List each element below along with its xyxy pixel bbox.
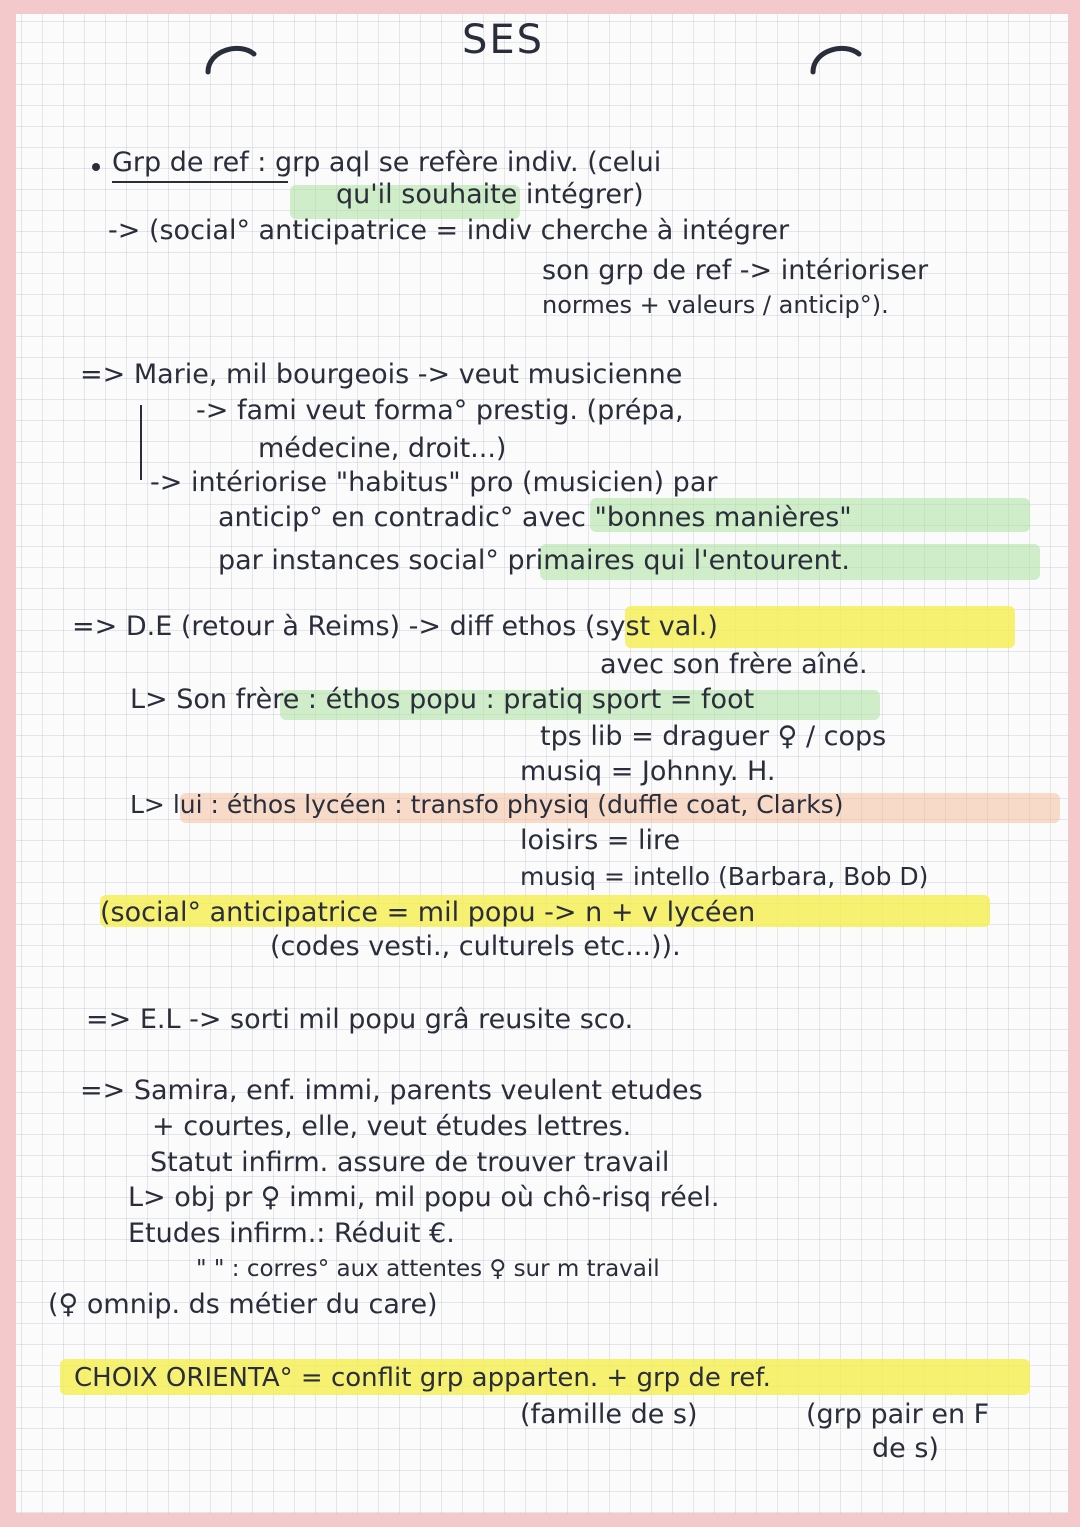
note-line: par instances social° primaires qui l'entourent.	[218, 545, 850, 576]
note-line: => Samira, enf. immi, parents veulent etudes	[80, 1075, 703, 1106]
note-line: Grp de ref : grp aql se refère indiv. (celui	[112, 147, 662, 178]
note-line: anticip° en contradic° avec "bonnes manières"	[218, 502, 852, 533]
note-line: -> intériorise "habitus" pro (musicien) par	[150, 467, 718, 498]
note-line: L> obj pr ♀ immi, mil popu où chô-risq réel.	[128, 1182, 720, 1213]
note-line: Statut infirm. assure de trouver travail	[150, 1147, 670, 1178]
note-line: L> Son frère : éthos popu : pratiq sport = foot	[130, 684, 755, 715]
note-line: + courtes, elle, veut études lettres.	[152, 1111, 632, 1142]
page-title: SES	[462, 17, 545, 63]
note-line: -> (social° anticipatrice = indiv cherche à intégrer	[108, 215, 790, 246]
note-line: L> lui : éthos lycéen : transfo physiq (duffle coat, Clarks)	[130, 790, 844, 819]
note-line: (social° anticipatrice = mil popu -> n + v lycéen	[100, 897, 756, 928]
note-line: (♀ omnip. ds métier du care)	[48, 1289, 438, 1320]
note-line: (grp pair en F	[806, 1399, 990, 1430]
note-line: normes + valeurs / anticip°).	[542, 291, 889, 319]
note-line: Etudes infirm.: Réduit €.	[128, 1218, 455, 1249]
note-line: => D.E (retour à Reims) -> diff ethos (syst val.)	[72, 611, 718, 642]
page-margin-top	[0, 0, 1080, 14]
bullet-point	[92, 163, 100, 171]
note-line: musiq = intello (Barbara, Bob D)	[520, 862, 929, 891]
note-line: => E.L -> sorti mil popu grâ reusite sco.	[86, 1004, 634, 1035]
note-line: médecine, droit...)	[258, 433, 507, 464]
note-line: son grp de ref -> intérioriser	[542, 255, 929, 286]
note-line: loisirs = lire	[520, 825, 681, 856]
note-line: -> fami veut forma° prestig. (prépa,	[196, 395, 684, 426]
note-line: (famille de s)	[520, 1399, 698, 1430]
note-line: " " : corres° aux attentes ♀ sur m travail	[196, 1256, 660, 1282]
binder-hole-left-icon	[200, 40, 260, 80]
binder-hole-right-icon	[805, 40, 865, 80]
page-margin-bottom	[0, 1513, 1080, 1527]
page-margin-left	[0, 0, 16, 1527]
note-line: avec son frère aîné.	[600, 649, 868, 680]
note-line: CHOIX ORIENTA° = conflit grp apparten. + grp de ref.	[74, 1363, 771, 1393]
note-line: qu'il souhaite intégrer)	[336, 179, 644, 210]
note-line: => Marie, mil bourgeois -> veut musicienne	[80, 359, 683, 390]
note-line: musiq = Johnny. H.	[520, 756, 776, 787]
bracket-marie	[140, 405, 142, 480]
underline-grp-de-ref	[112, 181, 288, 183]
note-line: tps lib = draguer ♀ / cops	[540, 721, 887, 752]
note-line: de s)	[872, 1433, 939, 1464]
page-margin-right	[1068, 0, 1080, 1527]
note-line: (codes vesti., culturels etc...)).	[270, 931, 681, 962]
